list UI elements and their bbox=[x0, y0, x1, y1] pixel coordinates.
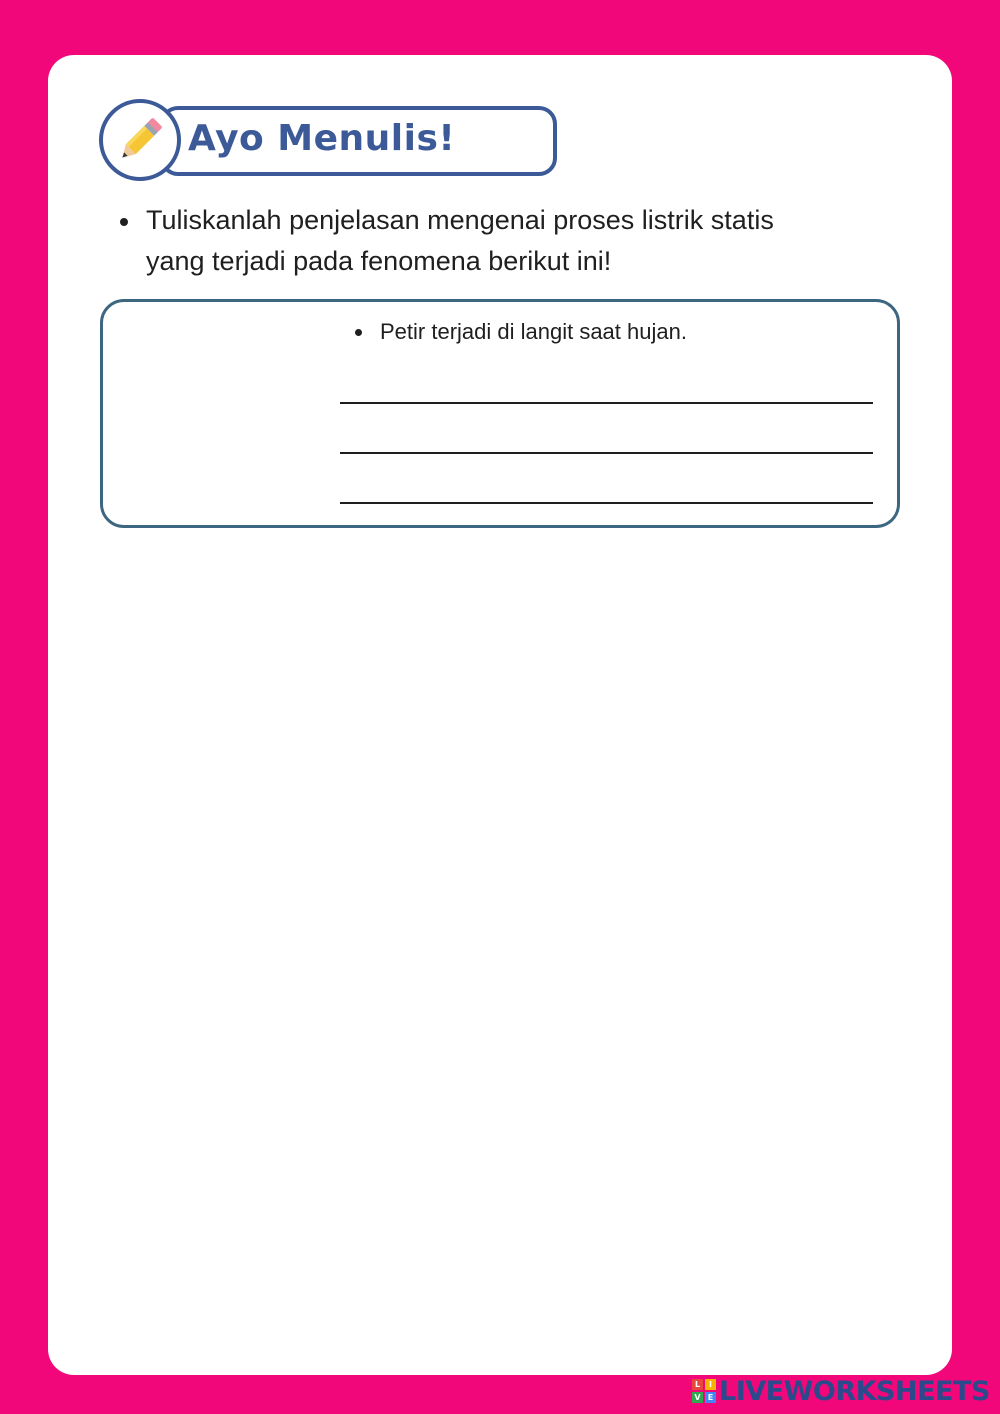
logo-blocks bbox=[692, 1379, 716, 1403]
answer-line-1[interactable] bbox=[340, 402, 873, 404]
logo-block: V bbox=[692, 1392, 703, 1403]
instruction-line-1: Tuliskanlah penjelasan mengenai proses listrik statis bbox=[146, 205, 774, 235]
logo-text: LIVEWORKSHEETS bbox=[719, 1375, 990, 1407]
answer-line-2[interactable] bbox=[340, 452, 873, 454]
page-title: Ayo Menulis! bbox=[188, 118, 456, 159]
instruction-list bbox=[120, 200, 880, 282]
bullet bbox=[355, 329, 362, 336]
pencil-icon bbox=[111, 111, 169, 169]
instruction-line-2: yang terjadi pada fenomena berikut ini! bbox=[146, 246, 612, 276]
question-item bbox=[355, 318, 687, 346]
instruction-item bbox=[120, 200, 880, 282]
logo-block: I bbox=[705, 1379, 716, 1390]
bullet bbox=[120, 218, 128, 226]
pencil-badge bbox=[99, 99, 181, 181]
logo-block: E bbox=[705, 1392, 716, 1403]
liveworksheets-logo bbox=[692, 1376, 990, 1406]
answer-line-3[interactable] bbox=[340, 502, 873, 504]
question-text: Petir terjadi di langit saat hujan. bbox=[380, 319, 687, 344]
logo-block: L bbox=[692, 1379, 703, 1390]
